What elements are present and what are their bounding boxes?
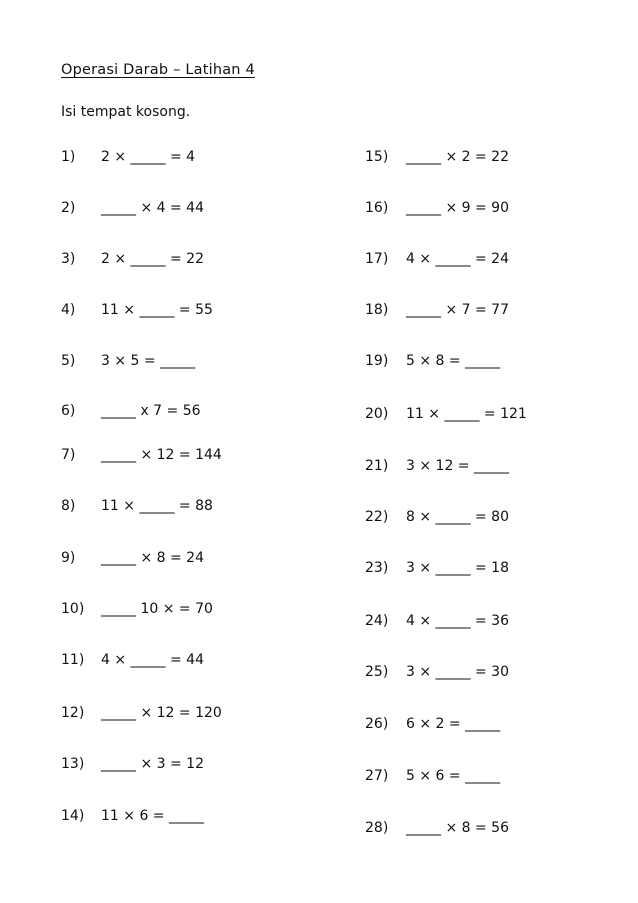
question-number: 7) (61, 447, 76, 463)
question-expression: 11 × _____ = 121 (406, 406, 527, 422)
question-expression: 3 × 5 = _____ (101, 353, 196, 369)
question-number: 4) (61, 302, 76, 318)
question-expression: 4 × _____ = 24 (406, 251, 509, 267)
question-expression: 2 × _____ = 4 (101, 149, 196, 165)
question-expression: 5 × 6 = _____ (406, 768, 501, 784)
question-item (61, 600, 213, 654)
question-number: 18) (365, 302, 389, 318)
question-number: 26) (365, 716, 389, 732)
question-expression: _____ × 7 = 77 (406, 302, 509, 318)
question-item (61, 704, 222, 758)
question-expression: _____ x 7 = 56 (101, 403, 201, 419)
question-expression: _____ × 3 = 12 (101, 756, 204, 772)
question-item (61, 199, 204, 253)
question-number: 14) (61, 808, 85, 824)
question-item (365, 663, 509, 717)
question-number: 1) (61, 149, 76, 165)
question-number: 16) (365, 200, 389, 216)
question-number: 12) (61, 705, 85, 721)
question-number: 15) (365, 149, 389, 165)
question-expression: 4 × _____ = 36 (406, 613, 509, 629)
question-item (365, 457, 509, 511)
question-item (61, 446, 222, 500)
question-expression: _____ × 9 = 90 (406, 200, 509, 216)
question-expression: 5 × 8 = _____ (406, 353, 501, 369)
question-number: 25) (365, 664, 389, 680)
question-number: 19) (365, 353, 389, 369)
question-expression: 11 × _____ = 55 (101, 302, 213, 318)
question-expression: _____ × 4 = 44 (101, 200, 204, 216)
question-item (365, 508, 509, 562)
question-expression: 8 × _____ = 80 (406, 509, 509, 525)
question-item (61, 651, 204, 705)
question-item (365, 301, 509, 355)
question-item (365, 148, 509, 202)
question-expression: 3 × _____ = 18 (406, 560, 509, 576)
question-expression: 3 × _____ = 30 (406, 664, 509, 680)
question-expression: 6 × 2 = _____ (406, 716, 501, 732)
question-number: 21) (365, 458, 389, 474)
question-expression: _____ × 12 = 144 (101, 447, 222, 463)
question-item (365, 199, 509, 253)
question-item (61, 301, 213, 355)
question-number: 11) (61, 652, 85, 668)
question-item (61, 549, 204, 603)
question-expression: _____ × 2 = 22 (406, 149, 509, 165)
question-expression: 4 × _____ = 44 (101, 652, 204, 668)
worksheet-instruction: Isi tempat kosong. (61, 104, 191, 120)
question-expression: 11 × 6 = _____ (101, 808, 204, 824)
question-expression: _____ × 8 = 24 (101, 550, 204, 566)
question-expression: _____ 10 × = 70 (101, 601, 213, 617)
question-expression: 2 × _____ = 22 (101, 251, 204, 267)
question-item (365, 352, 501, 406)
question-item (61, 497, 213, 551)
worksheet-title: Operasi Darab – Latihan 4 (61, 62, 255, 78)
question-item (365, 559, 509, 613)
question-item (365, 819, 509, 873)
question-item (365, 405, 527, 459)
question-number: 5) (61, 353, 76, 369)
question-item (61, 250, 204, 304)
question-item (365, 612, 509, 666)
question-item (61, 807, 204, 861)
question-number: 13) (61, 756, 85, 772)
question-item (365, 250, 509, 304)
question-number: 23) (365, 560, 389, 576)
question-item (365, 715, 501, 769)
question-number: 2) (61, 200, 76, 216)
question-expression: 3 × 12 = _____ (406, 458, 509, 474)
question-number: 3) (61, 251, 76, 267)
question-number: 9) (61, 550, 76, 566)
question-number: 6) (61, 403, 76, 419)
question-number: 17) (365, 251, 389, 267)
question-number: 24) (365, 613, 389, 629)
question-item (61, 148, 196, 202)
question-number: 8) (61, 498, 76, 514)
question-number: 28) (365, 820, 389, 836)
question-item (61, 755, 204, 809)
question-expression: 11 × _____ = 88 (101, 498, 213, 514)
question-number: 20) (365, 406, 389, 422)
question-item (365, 767, 501, 821)
question-number: 22) (365, 509, 389, 525)
question-expression: _____ × 8 = 56 (406, 820, 509, 836)
question-item (61, 352, 196, 406)
question-number: 10) (61, 601, 85, 617)
question-number: 27) (365, 768, 389, 784)
question-expression: _____ × 12 = 120 (101, 705, 222, 721)
